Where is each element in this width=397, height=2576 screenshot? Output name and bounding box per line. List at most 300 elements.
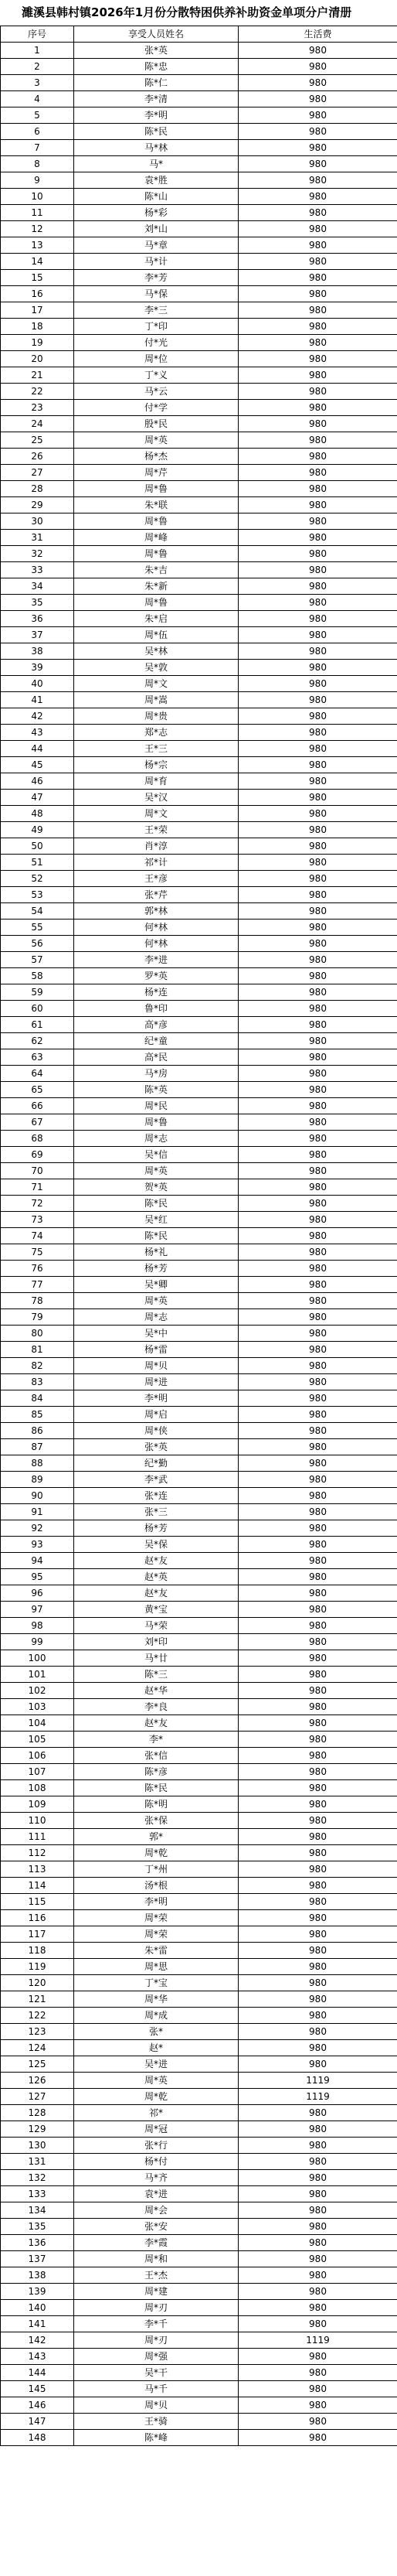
- row-fee-cell: 980: [239, 270, 397, 286]
- row-seq-cell: 67: [1, 1114, 74, 1131]
- allowance-table: [0, 26, 397, 2446]
- row-seq-cell: 14: [1, 254, 74, 270]
- table-row: [1, 2251, 397, 2267]
- row-fee-cell: 980: [239, 1423, 397, 1439]
- row-fee-cell: 980: [239, 1780, 397, 1796]
- table-row: [1, 1066, 397, 1082]
- row-fee-cell: 980: [239, 1796, 397, 1813]
- row-fee-cell: 980: [239, 968, 397, 984]
- row-seq-cell: 80: [1, 1326, 74, 1342]
- row-seq-cell: 114: [1, 1878, 74, 1894]
- table-row: [1, 1488, 397, 1504]
- table-row: [1, 1212, 397, 1228]
- row-seq-cell: 75: [1, 1244, 74, 1261]
- row-name-cell: 马*计: [74, 254, 239, 270]
- row-seq-cell: 61: [1, 1017, 74, 1033]
- row-name-cell: 王*三: [74, 741, 239, 757]
- row-name-cell: 赵*英: [74, 1569, 239, 1585]
- row-fee-cell: 980: [239, 1683, 397, 1699]
- row-seq-cell: 81: [1, 1342, 74, 1358]
- row-seq-cell: 88: [1, 1455, 74, 1472]
- row-fee-cell: 980: [239, 416, 397, 432]
- row-name-cell: 杨*雷: [74, 1342, 239, 1358]
- table-row: [1, 1228, 397, 1244]
- row-fee-cell: 980: [239, 1861, 397, 1878]
- row-seq-cell: 116: [1, 1910, 74, 1926]
- row-seq-cell: 25: [1, 432, 74, 449]
- row-name-cell: 马*云: [74, 384, 239, 400]
- row-fee-cell: 980: [239, 1845, 397, 1861]
- row-fee-cell: 980: [239, 497, 397, 513]
- table-row: [1, 2154, 397, 2170]
- row-seq-cell: 27: [1, 465, 74, 481]
- table-row: [1, 903, 397, 920]
- row-seq-cell: 13: [1, 237, 74, 254]
- row-seq-cell: 91: [1, 1504, 74, 1520]
- row-fee-cell: 980: [239, 286, 397, 302]
- row-seq-cell: 64: [1, 1066, 74, 1082]
- row-seq-cell: 143: [1, 2349, 74, 2365]
- row-fee-cell: 980: [239, 936, 397, 952]
- row-fee-cell: 980: [239, 1926, 397, 1943]
- row-name-cell: 张*芹: [74, 887, 239, 903]
- row-name-cell: 周*启: [74, 1407, 239, 1423]
- row-seq-cell: 93: [1, 1537, 74, 1553]
- row-seq-cell: 52: [1, 871, 74, 887]
- row-name-cell: 张*三: [74, 1504, 239, 1520]
- row-seq-cell: 33: [1, 562, 74, 578]
- row-name-cell: 周*文: [74, 806, 239, 822]
- row-fee-cell: 980: [239, 1261, 397, 1277]
- table-row: [1, 1017, 397, 1033]
- row-name-cell: 刘*山: [74, 221, 239, 237]
- row-name-cell: 吴*卿: [74, 1277, 239, 1293]
- row-fee-cell: 980: [239, 1082, 397, 1098]
- table-row: [1, 1001, 397, 1017]
- row-fee-cell: 980: [239, 1537, 397, 1553]
- row-fee-cell: 980: [239, 2040, 397, 2056]
- row-seq-cell: 129: [1, 2121, 74, 2138]
- row-fee-cell: 980: [239, 773, 397, 790]
- table-row: [1, 1748, 397, 1764]
- row-seq-cell: 5: [1, 107, 74, 124]
- table-row: [1, 2430, 397, 2446]
- row-fee-cell: 980: [239, 2170, 397, 2186]
- row-fee-cell: 980: [239, 1829, 397, 1845]
- row-seq-cell: 57: [1, 952, 74, 968]
- row-name-cell: 杨*彩: [74, 205, 239, 221]
- row-fee-cell: 980: [239, 75, 397, 91]
- table-row: [1, 1082, 397, 1098]
- table-row: [1, 2040, 397, 2056]
- table-row: [1, 2316, 397, 2332]
- row-fee-cell: 980: [239, 189, 397, 205]
- row-name-cell: 周*刃: [74, 2300, 239, 2316]
- table-row: [1, 1926, 397, 1943]
- row-seq-cell: 18: [1, 319, 74, 335]
- row-fee-cell: 980: [239, 2430, 397, 2446]
- table-row: [1, 1326, 397, 1342]
- table-row: [1, 43, 397, 59]
- row-fee-cell: 980: [239, 319, 397, 335]
- row-fee-cell: 980: [239, 384, 397, 400]
- table-row: [1, 172, 397, 189]
- table-row: [1, 1975, 397, 1991]
- row-name-cell: 赵*友: [74, 1715, 239, 1732]
- row-name-cell: 陈*明: [74, 1796, 239, 1813]
- table-row: [1, 546, 397, 562]
- row-name-cell: 张*英: [74, 43, 239, 59]
- table-row: [1, 2349, 397, 2365]
- table-row: [1, 855, 397, 871]
- row-seq-cell: 3: [1, 75, 74, 91]
- row-fee-cell: 980: [239, 1017, 397, 1033]
- row-name-cell: 周*刃: [74, 2332, 239, 2349]
- row-fee-cell: 980: [239, 627, 397, 643]
- row-fee-cell: 980: [239, 481, 397, 497]
- row-fee-cell: 980: [239, 611, 397, 627]
- row-name-cell: 王*彦: [74, 871, 239, 887]
- row-name-cell: 陈*仁: [74, 75, 239, 91]
- table-row: [1, 1553, 397, 1569]
- row-seq-cell: 147: [1, 2414, 74, 2430]
- table-row: [1, 1829, 397, 1845]
- row-seq-cell: 10: [1, 189, 74, 205]
- row-fee-cell: 980: [239, 676, 397, 692]
- row-fee-cell: 980: [239, 2056, 397, 2073]
- row-name-cell: 周*华: [74, 1991, 239, 2008]
- row-seq-cell: 79: [1, 1309, 74, 1326]
- row-seq-cell: 16: [1, 286, 74, 302]
- row-fee-cell: 980: [239, 1309, 397, 1326]
- row-name-cell: 张*英: [74, 1439, 239, 1455]
- row-fee-cell: 980: [239, 449, 397, 465]
- row-name-cell: 周*和: [74, 2251, 239, 2267]
- row-name-cell: 周*志: [74, 1131, 239, 1147]
- table-row: [1, 1423, 397, 1439]
- row-seq-cell: 36: [1, 611, 74, 627]
- row-name-cell: 周*成: [74, 2008, 239, 2024]
- row-name-cell: 周*强: [74, 2349, 239, 2365]
- table-row: [1, 1472, 397, 1488]
- row-name-cell: 郑*志: [74, 725, 239, 741]
- row-name-cell: 纪*童: [74, 1033, 239, 1049]
- table-row: [1, 1033, 397, 1049]
- row-fee-cell: 980: [239, 757, 397, 773]
- table-row: [1, 2186, 397, 2202]
- row-name-cell: 马*保: [74, 286, 239, 302]
- row-seq-cell: 47: [1, 790, 74, 806]
- table-row: [1, 1764, 397, 1780]
- row-seq-cell: 130: [1, 2138, 74, 2154]
- row-fee-cell: 1119: [239, 2073, 397, 2089]
- table-row: [1, 887, 397, 903]
- row-name-cell: 陈*英: [74, 1082, 239, 1098]
- row-seq-cell: 140: [1, 2300, 74, 2316]
- row-seq-cell: 145: [1, 2381, 74, 2397]
- row-name-cell: 吴*干: [74, 2365, 239, 2381]
- row-fee-cell: 980: [239, 660, 397, 676]
- row-fee-cell: 980: [239, 1650, 397, 1667]
- table-row: [1, 627, 397, 643]
- row-seq-cell: 21: [1, 367, 74, 384]
- row-fee-cell: 980: [239, 1618, 397, 1634]
- row-name-cell: 李*明: [74, 107, 239, 124]
- row-name-cell: 马*房: [74, 1066, 239, 1082]
- table-row: [1, 2089, 397, 2105]
- row-fee-cell: 980: [239, 2316, 397, 2332]
- row-seq-cell: 39: [1, 660, 74, 676]
- row-seq-cell: 8: [1, 156, 74, 172]
- table-row: [1, 1894, 397, 1910]
- table-row: [1, 1618, 397, 1634]
- table-row: [1, 1163, 397, 1179]
- table-row: [1, 254, 397, 270]
- row-name-cell: 吴*进: [74, 2056, 239, 2073]
- table-row: [1, 530, 397, 546]
- row-name-cell: 高*民: [74, 1049, 239, 1066]
- row-seq-cell: 40: [1, 676, 74, 692]
- row-name-cell: 周*志: [74, 1309, 239, 1326]
- row-name-cell: 祁*计: [74, 855, 239, 871]
- table-row: [1, 2024, 397, 2040]
- row-fee-cell: 980: [239, 1455, 397, 1472]
- table-row: [1, 643, 397, 660]
- row-name-cell: 张*: [74, 2024, 239, 2040]
- table-row: [1, 2414, 397, 2430]
- table-row: [1, 432, 397, 449]
- row-seq-cell: 19: [1, 335, 74, 351]
- row-fee-cell: 980: [239, 1212, 397, 1228]
- row-seq-cell: 100: [1, 1650, 74, 1667]
- row-fee-cell: 980: [239, 367, 397, 384]
- row-name-cell: 周*鲁: [74, 595, 239, 611]
- row-seq-cell: 82: [1, 1358, 74, 1374]
- row-name-cell: 赵*华: [74, 1683, 239, 1699]
- table-row: [1, 611, 397, 627]
- row-seq-cell: 66: [1, 1098, 74, 1114]
- row-fee-cell: 980: [239, 2397, 397, 2414]
- row-fee-cell: 980: [239, 2284, 397, 2300]
- row-seq-cell: 32: [1, 546, 74, 562]
- row-name-cell: 汤*根: [74, 1878, 239, 1894]
- row-seq-cell: 63: [1, 1049, 74, 1066]
- row-seq-cell: 71: [1, 1179, 74, 1196]
- row-fee-cell: 980: [239, 1732, 397, 1748]
- row-fee-cell: 980: [239, 351, 397, 367]
- row-seq-cell: 12: [1, 221, 74, 237]
- row-name-cell: 何*林: [74, 936, 239, 952]
- row-name-cell: 郭*林: [74, 903, 239, 920]
- table-row: [1, 1910, 397, 1926]
- row-fee-cell: 980: [239, 1488, 397, 1504]
- table-row: [1, 2300, 397, 2316]
- row-fee-cell: 980: [239, 838, 397, 855]
- row-seq-cell: 146: [1, 2397, 74, 2414]
- row-name-cell: 付*学: [74, 400, 239, 416]
- table-row: [1, 2121, 397, 2138]
- row-name-cell: 周*会: [74, 2202, 239, 2219]
- row-name-cell: 张*信: [74, 1748, 239, 1764]
- row-name-cell: 何*林: [74, 920, 239, 936]
- row-fee-cell: 980: [239, 1520, 397, 1537]
- row-seq-cell: 7: [1, 140, 74, 156]
- row-name-cell: 朱*新: [74, 578, 239, 595]
- table-row: [1, 2219, 397, 2235]
- row-fee-cell: 980: [239, 2219, 397, 2235]
- table-row: [1, 1147, 397, 1163]
- row-name-cell: 杨*芳: [74, 1520, 239, 1537]
- table-row: [1, 513, 397, 530]
- row-seq-cell: 113: [1, 1861, 74, 1878]
- row-fee-cell: 980: [239, 903, 397, 920]
- row-name-cell: 李*清: [74, 91, 239, 107]
- row-fee-cell: 980: [239, 1943, 397, 1959]
- row-seq-cell: 24: [1, 416, 74, 432]
- table-row: [1, 416, 397, 432]
- row-name-cell: 马*齐: [74, 2170, 239, 2186]
- row-name-cell: 陈*民: [74, 1228, 239, 1244]
- row-name-cell: 张*保: [74, 1813, 239, 1829]
- row-fee-cell: 980: [239, 1894, 397, 1910]
- row-name-cell: 吴*红: [74, 1212, 239, 1228]
- row-fee-cell: 980: [239, 1179, 397, 1196]
- row-name-cell: 周*嵩: [74, 692, 239, 708]
- row-fee-cell: 980: [239, 2251, 397, 2267]
- row-name-cell: 祁*: [74, 2105, 239, 2121]
- row-seq-cell: 138: [1, 2267, 74, 2284]
- row-fee-cell: 980: [239, 1602, 397, 1618]
- table-row: [1, 319, 397, 335]
- row-name-cell: 赵*友: [74, 1553, 239, 1569]
- row-name-cell: 高*彦: [74, 1017, 239, 1033]
- row-fee-cell: 1119: [239, 2089, 397, 2105]
- table-row: [1, 2008, 397, 2024]
- row-seq-cell: 141: [1, 2316, 74, 2332]
- row-name-cell: 罗*英: [74, 968, 239, 984]
- table-row: [1, 1861, 397, 1878]
- row-name-cell: 杨*杰: [74, 449, 239, 465]
- row-seq-cell: 109: [1, 1796, 74, 1813]
- row-seq-cell: 45: [1, 757, 74, 773]
- row-name-cell: 李*明: [74, 1894, 239, 1910]
- row-name-cell: 付*光: [74, 335, 239, 351]
- row-name-cell: 李*明: [74, 1390, 239, 1407]
- row-fee-cell: 980: [239, 335, 397, 351]
- row-seq-cell: 73: [1, 1212, 74, 1228]
- row-name-cell: 周*伍: [74, 627, 239, 643]
- row-fee-cell: 980: [239, 578, 397, 595]
- table-row: [1, 1878, 397, 1894]
- row-name-cell: 杨*连: [74, 984, 239, 1001]
- row-seq-cell: 35: [1, 595, 74, 611]
- row-name-cell: 吴*汉: [74, 790, 239, 806]
- row-fee-cell: 980: [239, 2202, 397, 2219]
- table-row: [1, 2170, 397, 2186]
- row-fee-cell: 980: [239, 1163, 397, 1179]
- row-fee-cell: 980: [239, 2235, 397, 2251]
- row-fee-cell: 980: [239, 2414, 397, 2430]
- row-seq-cell: 26: [1, 449, 74, 465]
- row-name-cell: 周*鲁: [74, 1114, 239, 1131]
- row-fee-cell: 980: [239, 855, 397, 871]
- table-row: [1, 757, 397, 773]
- row-name-cell: 杨*礼: [74, 1244, 239, 1261]
- row-seq-cell: 144: [1, 2365, 74, 2381]
- row-name-cell: 丁*宝: [74, 1975, 239, 1991]
- row-seq-cell: 96: [1, 1585, 74, 1602]
- row-seq-cell: 132: [1, 2170, 74, 2186]
- table-row: [1, 2284, 397, 2300]
- table-row: [1, 449, 397, 465]
- row-name-cell: 李*武: [74, 1472, 239, 1488]
- row-name-cell: 周*鲁: [74, 481, 239, 497]
- row-name-cell: 赵*友: [74, 1585, 239, 1602]
- row-seq-cell: 105: [1, 1732, 74, 1748]
- row-name-cell: 朱*雷: [74, 1943, 239, 1959]
- table-row: [1, 1309, 397, 1326]
- row-name-cell: 陈*民: [74, 1780, 239, 1796]
- row-name-cell: 马*章: [74, 237, 239, 254]
- row-name-cell: 周*进: [74, 1374, 239, 1390]
- row-seq-cell: 119: [1, 1959, 74, 1975]
- row-name-cell: 周*侠: [74, 1423, 239, 1439]
- row-seq-cell: 6: [1, 124, 74, 140]
- table-row: [1, 1439, 397, 1455]
- row-fee-cell: 980: [239, 465, 397, 481]
- row-fee-cell: 980: [239, 1033, 397, 1049]
- row-fee-cell: 980: [239, 1472, 397, 1488]
- row-seq-cell: 108: [1, 1780, 74, 1796]
- table-row: [1, 1780, 397, 1796]
- row-fee-cell: 980: [239, 2138, 397, 2154]
- row-seq-cell: 125: [1, 2056, 74, 2073]
- row-name-cell: 朱*启: [74, 611, 239, 627]
- row-fee-cell: 980: [239, 2121, 397, 2138]
- table-row: [1, 936, 397, 952]
- row-seq-cell: 76: [1, 1261, 74, 1277]
- row-fee-cell: 980: [239, 1390, 397, 1407]
- row-fee-cell: 980: [239, 1358, 397, 1374]
- row-seq-cell: 15: [1, 270, 74, 286]
- table-row: [1, 1585, 397, 1602]
- table-row: [1, 1602, 397, 1618]
- row-seq-cell: 30: [1, 513, 74, 530]
- table-row: [1, 806, 397, 822]
- row-seq-cell: 37: [1, 627, 74, 643]
- row-fee-cell: 980: [239, 692, 397, 708]
- row-seq-cell: 127: [1, 2089, 74, 2105]
- row-fee-cell: 980: [239, 107, 397, 124]
- table-row: [1, 286, 397, 302]
- row-name-cell: 王*荣: [74, 822, 239, 838]
- row-fee-cell: 980: [239, 2105, 397, 2121]
- row-seq-cell: 68: [1, 1131, 74, 1147]
- table-row: [1, 984, 397, 1001]
- table-row: [1, 2056, 397, 2073]
- row-fee-cell: 980: [239, 806, 397, 822]
- row-seq-cell: 134: [1, 2202, 74, 2219]
- row-seq-cell: 103: [1, 1699, 74, 1715]
- table-row: [1, 2202, 397, 2219]
- table-row: [1, 1991, 397, 2008]
- row-seq-cell: 43: [1, 725, 74, 741]
- row-seq-cell: 4: [1, 91, 74, 107]
- row-name-cell: 周*英: [74, 1293, 239, 1309]
- row-fee-cell: 980: [239, 725, 397, 741]
- row-fee-cell: 980: [239, 2267, 397, 2284]
- row-fee-cell: 980: [239, 1748, 397, 1764]
